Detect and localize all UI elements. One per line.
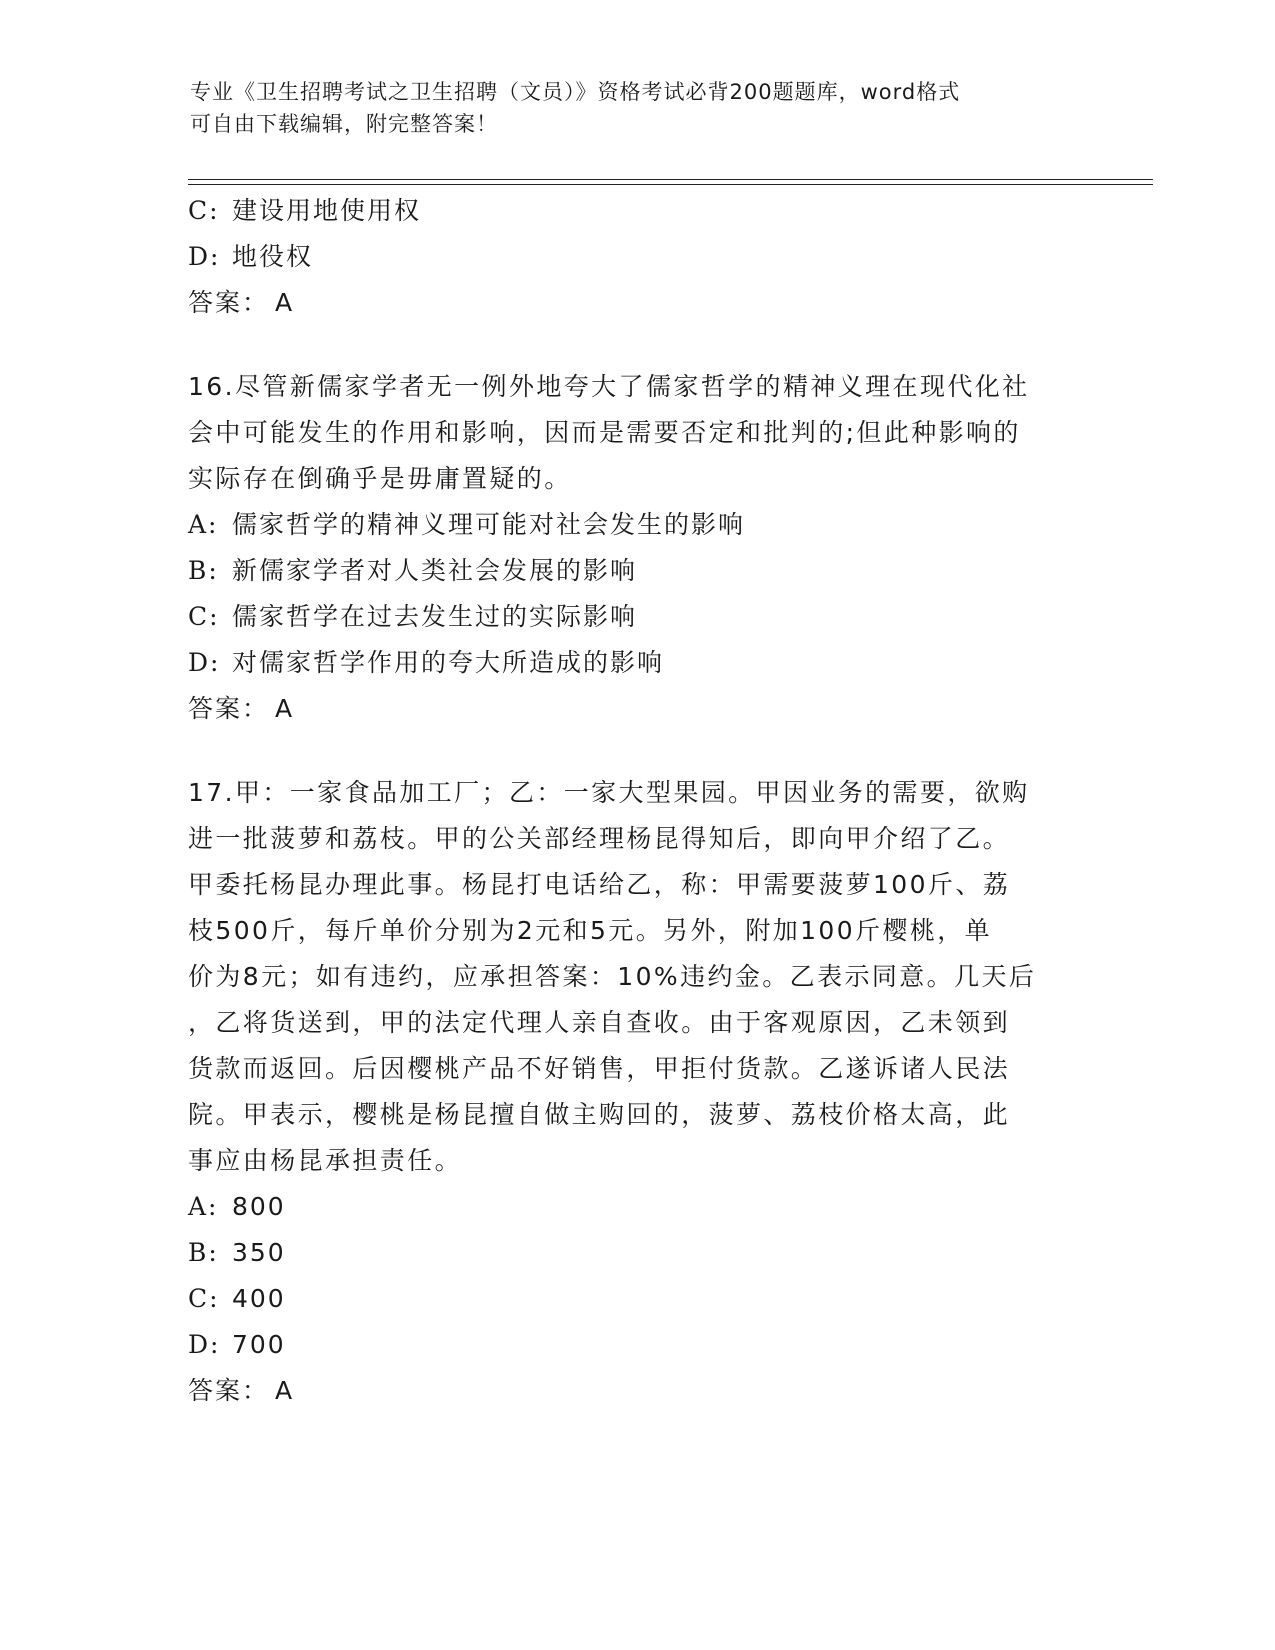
answer-label: 答案： <box>188 694 270 723</box>
question-text-line: 17.甲：一家食品加工厂；乙：一家大型果园。甲因业务的需要，欲购 <box>188 778 1030 807</box>
question-text-line: 价为8元；如有违约，应承担答案：10%违约金。乙表示同意。几天后 <box>188 962 1037 991</box>
question-content <box>188 188 1088 1414</box>
answer-line <box>188 686 1088 732</box>
option-b <box>188 1230 1088 1276</box>
option-text: 儒家哲学的精神义理可能对社会发生的影响 <box>232 510 746 539</box>
answer-value: A <box>275 1376 295 1405</box>
option-text: 儒家哲学在过去发生过的实际影响 <box>232 602 638 631</box>
question-text-line: 会中可能发生的作用和影响，因而是需要否定和批判的;但此种影响的 <box>188 418 1021 447</box>
answer-value: A <box>275 694 295 723</box>
question-text-line: 实际存在倒确乎是毋庸置疑的。 <box>188 464 572 493</box>
option-c <box>188 188 1088 234</box>
option-label: D: <box>188 1330 221 1359</box>
option-text: 地役权 <box>232 242 314 271</box>
option-text: 新儒家学者对人类社会发展的影响 <box>232 556 638 585</box>
spacer <box>188 326 1088 364</box>
question-17 <box>188 770 1088 1414</box>
option-a <box>188 502 1088 548</box>
option-d <box>188 1322 1088 1368</box>
option-text: 建设用地使用权 <box>232 196 422 225</box>
option-text: 800 <box>232 1192 286 1221</box>
question-16 <box>188 364 1088 732</box>
option-label: B: <box>188 556 219 585</box>
header-line-1: 专业《卫生招聘考试之卫生招聘（文员）》资格考试必背200题题库，word格式 <box>190 80 961 104</box>
answer-label: 答案： <box>188 1376 270 1405</box>
option-c <box>188 594 1088 640</box>
header-line-2: 可自由下载编辑，附完整答案！ <box>190 112 498 136</box>
answer-line <box>188 280 1088 326</box>
question-text-line: 事应由杨昆承担责任。 <box>188 1146 463 1175</box>
option-label: C: <box>188 602 220 631</box>
question-text-line: 枝500斤，每斤单价分别为2元和5元。另外，附加100斤樱桃，单 <box>188 916 993 945</box>
question-15-tail <box>188 188 1088 326</box>
header-divider-top <box>188 179 1153 180</box>
answer-value: A <box>275 288 295 317</box>
question-text-line: 院。甲表示，樱桃是杨昆擅自做主购回的，菠萝、荔枝价格太高，此 <box>188 1100 1011 1129</box>
option-d <box>188 640 1088 686</box>
option-text: 700 <box>232 1330 286 1359</box>
option-label: C: <box>188 196 220 225</box>
option-label: D: <box>188 242 221 271</box>
option-text: 350 <box>232 1238 286 1267</box>
question-text-line: ，乙将货送到，甲的法定代理人亲自查收。由于客观原因，乙未领到 <box>188 1008 1011 1037</box>
option-label: C: <box>188 1284 220 1313</box>
answer-label: 答案： <box>188 288 270 317</box>
option-label: B: <box>188 1238 219 1267</box>
option-label: A: <box>188 510 219 539</box>
option-d <box>188 234 1088 280</box>
option-text: 400 <box>232 1284 286 1313</box>
question-text-line: 货款而返回。后因樱桃产品不好销售，甲拒付货款。乙遂诉诸人民法 <box>188 1054 1011 1083</box>
option-c <box>188 1276 1088 1322</box>
question-text-line: 进一批菠萝和荔枝。甲的公关部经理杨昆得知后，即向甲介绍了乙。 <box>188 824 1011 853</box>
question-text-line: 甲委托杨昆办理此事。杨昆打电话给乙，称：甲需要菠萝100斤、荔 <box>188 870 1011 899</box>
option-label: A: <box>188 1192 219 1221</box>
question-text-line: 16.尽管新儒家学者无一例外地夸大了儒家哲学的精神义理在现代化社 <box>188 372 1030 401</box>
header-divider-bottom <box>188 184 1153 185</box>
spacer <box>188 732 1088 770</box>
option-label: D: <box>188 648 221 677</box>
document-header <box>190 76 1090 140</box>
option-text: 对儒家哲学作用的夸大所造成的影响 <box>232 648 665 677</box>
option-a <box>188 1184 1088 1230</box>
answer-line <box>188 1368 1088 1414</box>
option-b <box>188 548 1088 594</box>
